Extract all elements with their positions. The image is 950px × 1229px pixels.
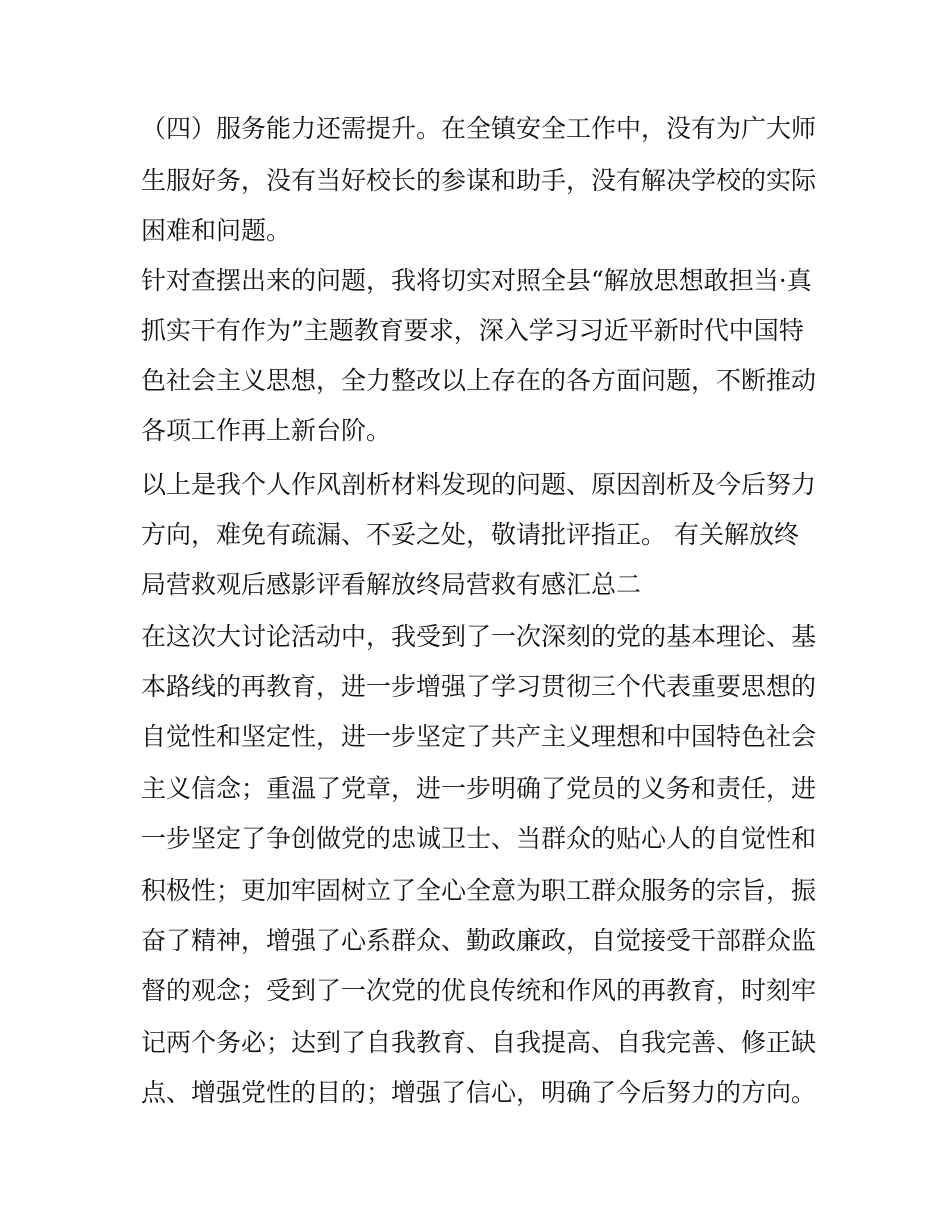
text-line: 各项工作再上新台阶。	[141, 416, 392, 445]
text-line: 自觉性和坚定性，进一步坚定了共产主义理想和中国特色社会	[141, 722, 817, 751]
text-line: 点、增强党性的目的；增强了信心，明确了今后努力的方向。	[141, 1078, 817, 1107]
text-line: 在这次大讨论活动中，我受到了一次深刻的党的基本理论、基	[141, 622, 817, 651]
text-line: 抓实干有作为”主题教育要求，深入学习习近平新时代中国特	[141, 316, 804, 345]
text-line: 一步坚定了争创做党的忠诚卫士、当群众的贴心人的自觉性和	[141, 824, 817, 853]
text-line: 记两个务必；达到了自我教育、自我提高、自我完善、修正缺	[141, 1028, 817, 1057]
text-line: 督的观念；受到了一次党的优良传统和作风的再教育，时刻牢	[141, 976, 817, 1005]
text-line: 本路线的再教育，进一步增强了学习贯彻三个代表重要思想的	[141, 672, 817, 701]
text-line: 积极性；更加牢固树立了全心全意为职工群众服务的宗旨，振	[141, 876, 817, 905]
text-line: 奋了精神，增强了心系群众、勤政廉政，自觉接受干部群众监	[141, 926, 817, 955]
text-line: 生服好务，没有当好校长的参谋和助手，没有解决学校的实际	[141, 166, 817, 195]
text-line: 主义信念；重温了党章，进一步明确了党员的义务和责任，进	[141, 774, 817, 803]
text-line: 色社会主义思想，全力整改以上存在的各方面问题，不断推动	[141, 366, 817, 395]
text-line: 局营救观后感影评看解放终局营救有感汇总二	[141, 570, 642, 599]
text-line: 针对查摆出来的问题，我将切实对照全县“解放思想敢担当·真	[141, 266, 812, 295]
text-line: 困难和问题。	[141, 216, 292, 245]
text-line: （四）服务能力还需提升。在全镇安全工作中，没有为广大师	[141, 114, 817, 143]
text-line: 方向，难免有疏漏、不妥之处，敬请批评指正。 有关解放终	[141, 520, 799, 549]
text-line: 以上是我个人作风剖析材料发现的问题、原因剖析及今后努力	[141, 470, 817, 499]
